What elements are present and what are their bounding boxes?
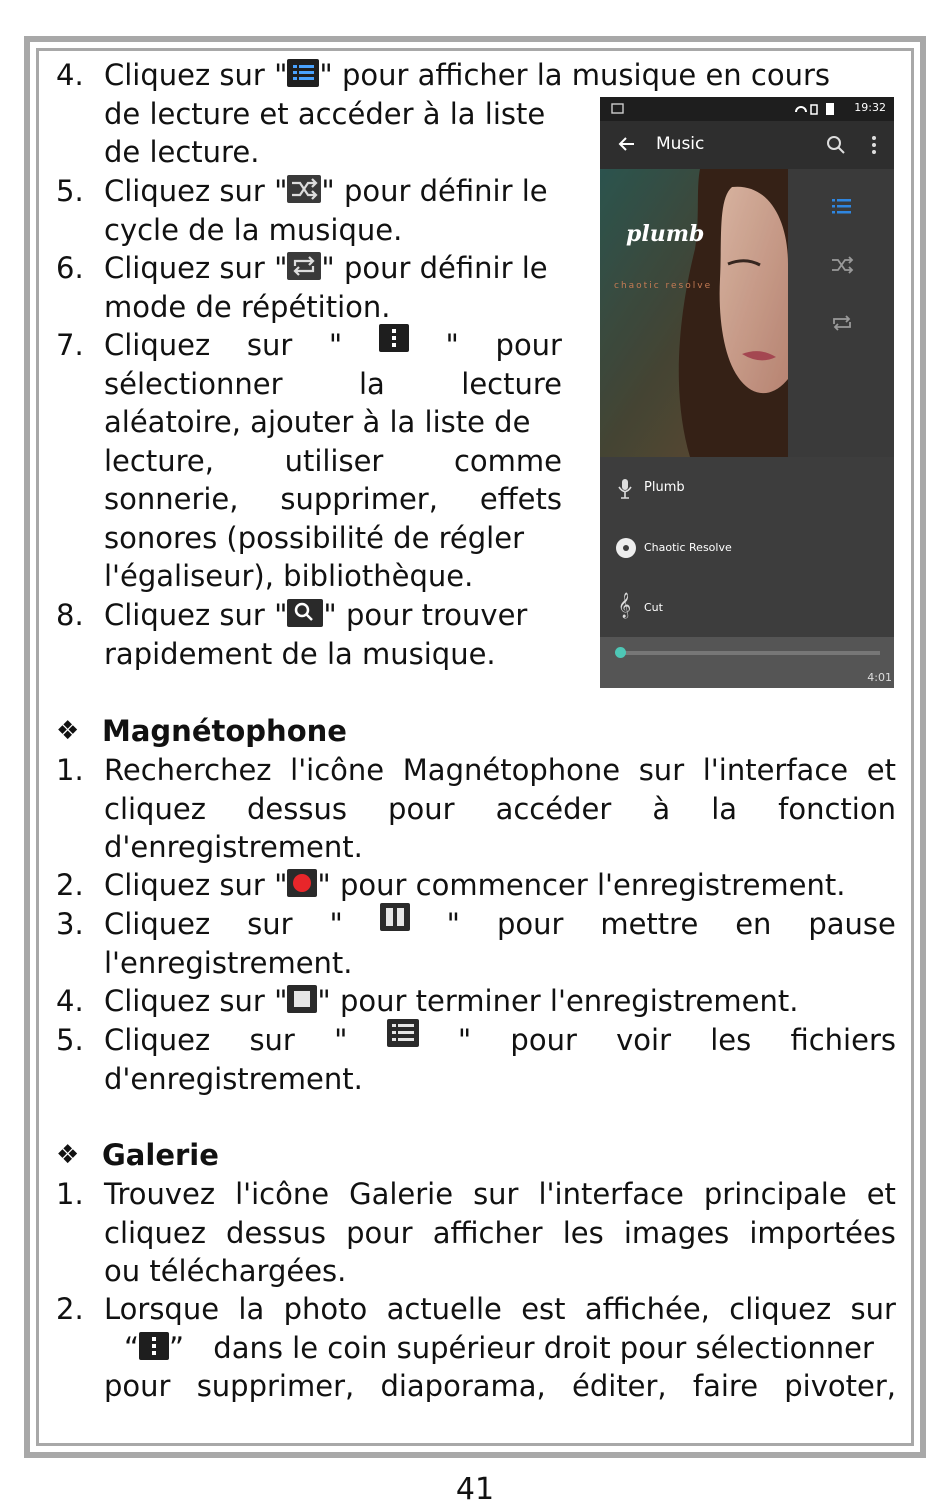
playlist-icon [287, 59, 319, 87]
seek-thumb[interactable] [615, 647, 626, 658]
album-disc-icon [614, 536, 638, 564]
song-title: Cut [644, 601, 663, 614]
list-item: Cliquez sur " " pour commencer l'enregistrement. [104, 868, 846, 902]
back-arrow-icon[interactable] [616, 133, 638, 159]
list-item: Cliquez sur " " pour définir le cycle de la musique. [104, 174, 548, 247]
more-vert-icon [379, 324, 409, 352]
list-item: Recherchez l'icône Magnétophone sur l'interface et cliquez dessus pour accéder à la fonction d'enregistrement. [104, 753, 896, 864]
repeat-icon[interactable] [830, 312, 854, 338]
list-number: 5. [56, 174, 84, 208]
album-name: Chaotic Resolve [644, 541, 732, 554]
music-app-screenshot [600, 97, 894, 688]
shuffle-icon[interactable] [830, 254, 854, 280]
app-bar [600, 121, 894, 169]
stop-icon [287, 985, 317, 1013]
page-number: 41 [455, 1472, 495, 1507]
list-number: 1. [56, 753, 84, 787]
track-duration: 4:01 [867, 671, 892, 684]
search-icon[interactable] [824, 133, 848, 161]
track-info [600, 457, 894, 637]
album-logo: plumb [626, 221, 705, 247]
status-bar [600, 97, 894, 121]
treble-clef-icon: 𝄞 [618, 593, 632, 618]
search-icon [287, 599, 323, 627]
section-heading: Magnétophone [102, 714, 347, 748]
album-subtitle: chaotic resolve [614, 281, 713, 291]
list-item: Cliquez sur " " pour terminer l'enregistrement. [104, 984, 799, 1018]
artist-name: Plumb [644, 480, 685, 495]
list-item: Cliquez sur " " pour sélectionner la lecture aléatoire, ajouter à la liste de lecture, utiliser comme sonnerie, supprimer, effets sonores (possibilité de régler l'égaliseur), bibliothèque. [104, 326, 562, 596]
file-list-icon [387, 1019, 419, 1047]
status-time: 19:32 [854, 101, 886, 114]
list-number: 5. [56, 1023, 84, 1057]
list-number: 4. [56, 984, 84, 1018]
more-vert-icon [139, 1332, 169, 1360]
repeat-icon [287, 252, 321, 280]
list-item: Cliquez sur " " pour afficher la musique en cours de lecture et accéder à la liste de lecture. [104, 58, 830, 169]
album-art [600, 169, 788, 457]
section-heading: Galerie [102, 1138, 219, 1172]
list-number: 2. [56, 1292, 84, 1326]
seek-bar[interactable] [620, 651, 880, 655]
pause-icon [380, 903, 410, 931]
app-title: Music [656, 134, 705, 154]
list-number: 7. [56, 328, 84, 362]
record-icon [287, 869, 317, 897]
player-controls [600, 637, 894, 688]
list-number: 4. [56, 58, 84, 92]
playlist-icon[interactable] [830, 195, 854, 221]
list-item: Cliquez sur " " pour trouver rapidement de la musique. [104, 598, 528, 671]
diamond-bullet-icon: ❖ [56, 1140, 80, 1170]
control-column [788, 169, 894, 457]
list-item: Cliquez sur " " pour définir le mode de répétition. [104, 251, 548, 324]
list-number: 1. [56, 1177, 84, 1211]
list-item: Cliquez sur " " pour mettre en pause l'enregistrement. [104, 905, 896, 982]
list-number: 3. [56, 907, 84, 941]
list-number: 2. [56, 868, 84, 902]
diamond-bullet-icon: ❖ [56, 716, 80, 746]
microphone-icon [616, 477, 634, 505]
list-number: 6. [56, 251, 84, 285]
more-vert-icon[interactable] [866, 134, 882, 160]
list-item: Cliquez sur " " pour voir les fichiers d'enregistrement. [104, 1021, 896, 1098]
list-item: Lorsque la photo actuelle est affichée, cliquez sur “ ” dans le coin supérieur droit pour sélectionner pour supprimer, diaporama, éditer, faire pivoter, [104, 1292, 896, 1403]
shuffle-icon [287, 175, 321, 203]
list-item: Trouvez l'icône Galerie sur l'interface principale et cliquez dessus pour afficher les images importées ou téléchargées. [104, 1177, 896, 1288]
list-number: 8. [56, 598, 84, 632]
